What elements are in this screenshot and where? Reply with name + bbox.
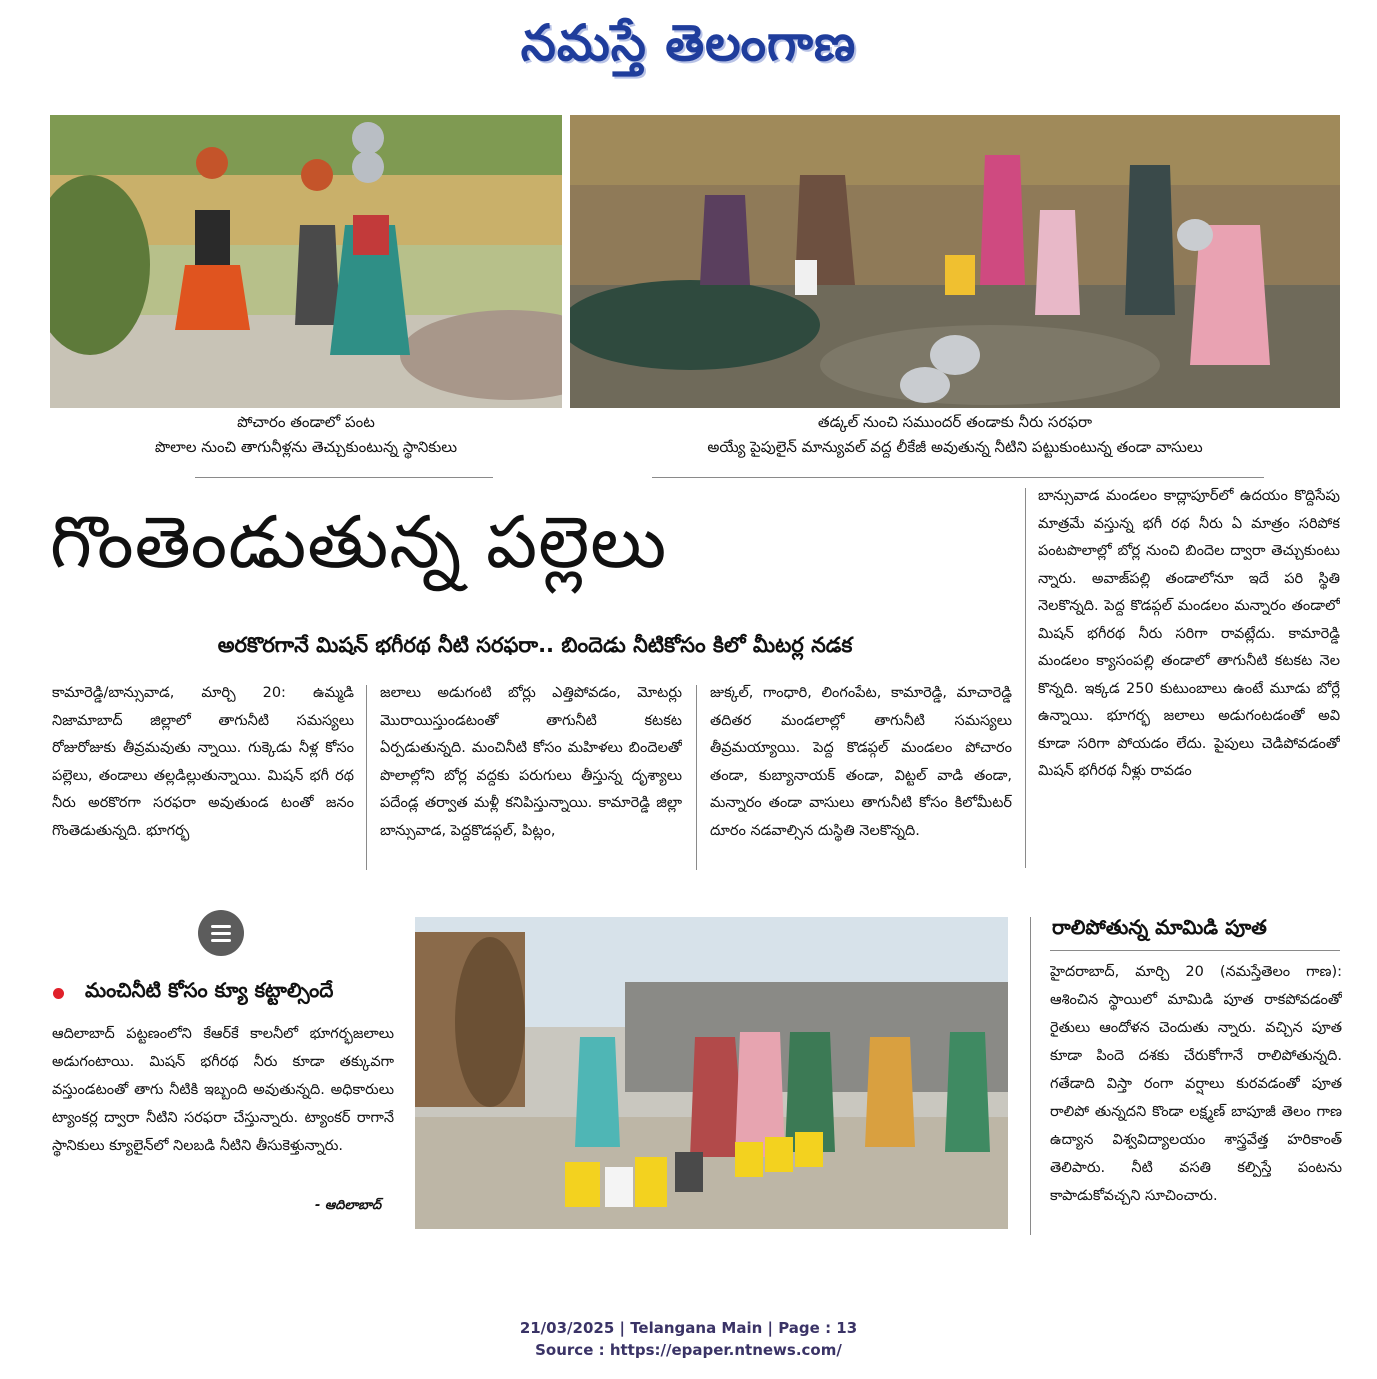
photo-water-tanker-queue — [415, 917, 1008, 1229]
mango-story-body: హైదరాబాద్, మార్చి 20 (నమస్తేతెలం గాణ): ఆశించిన స్థాయిలో మామిడి పూత రాకపోవడంతో రైతులు ఆందోళన చెందుతు న్నారు. వచ్చిన పూత కూడా పిందె దశకు చేరుకోగానే రాలిపోతున్నది. గతేడాది విస్తా రంగా వర్షాలు కురవడంతో పూత రాలిపో తున్నదని కొండా లక్ష్మణ్ బాపూజీ తెలం గాణ ఉద్యాన విశ్వవిద్యాలయం శాస్త్రవేత్త హరికాంత్ తెలిపారు. నీటి వసతి కల్పిస్తే పంటను కాపాడుకోవచ్చని సూచించారు. — [1050, 964, 1342, 1204]
footer-date-line: 21/03/2025 | Telangana Main | Page : 13 — [519, 1319, 858, 1337]
top-right-caption — [570, 410, 1340, 460]
menu-icon[interactable] — [198, 910, 244, 956]
main-headline: గొంతెండుతున్న పల్లెలు — [50, 500, 668, 584]
footer-source-link[interactable]: Source : https://epaper.ntnews.com/ — [535, 1341, 842, 1359]
caption-line: పోచారం తండాలో పంట — [237, 413, 375, 431]
caption-divider — [652, 477, 1264, 478]
caption-line: తడ్కల్ నుంచి సముందర్ తండాకు నీరు సరఫరా — [817, 413, 1093, 431]
main-subhead: అరకొరగానే మిషన్ భగీరథ నీటి సరఫరా.. బిందెడు నీటికోసం కిలో మీటర్ల నడక — [217, 633, 853, 657]
caption-line: పొలాల నుంచి తాగునీళ్లను తెచ్చుకుంటున్న స్థానికులు — [154, 438, 458, 456]
title-underline — [1050, 950, 1340, 951]
side-story-title: మంచినీటి కోసం క్యూ కట్టాల్సిందే — [85, 978, 334, 1002]
masthead: నమస్తే తెలంగాణ — [520, 14, 857, 72]
story-column-2: జలాలు అడుగంటి బోర్లు ఎత్తిపోవడం, మోటర్లు మొరాయిస్తుండటంతో తాగునీటి కటకట ఏర్పడుతున్నది. మంచినీటి కోసం మహిళలు బిందెలతో పొలాల్లోని బోర్ల వద్దకు పరుగులు తీస్తున్న దృశ్యాలు పదేండ్ల తర్వాత మళ్లీ కనిపిస్తున్నాయి. కామారెడ్డి జిల్లా బాన్సువాడ, పెద్దకొడప్గల్, పిట్లం, — [380, 685, 682, 839]
caption-line: అయ్యే పైపులైన్ మాన్యువల్ వద్ద లీకేజీ అవుతున్న నీటిని పట్టుకుంటున్న తండా వాసులు — [707, 438, 1203, 456]
caption-divider — [195, 477, 493, 478]
bullet-dot — [53, 988, 64, 999]
column-separator — [696, 685, 697, 870]
column-separator — [1030, 917, 1031, 1235]
photo-women-carrying-pots — [50, 115, 562, 408]
column-separator — [366, 685, 367, 870]
top-left-caption — [50, 410, 562, 460]
story-column-3: జుక్కల్, గాంధారి, లింగంపేట, కామారెడ్డి, మాచారెడ్డి తదితర మండలాల్లో తాగునీటి సమస్యలు తీవ్రమయ్యాయి. పెద్ద కొడప్గల్ మండలం పోచారం తండా, కుబ్యానాయక్ తండా, విట్టల్ వాడి తండా, మన్నారం తండా వాసులు తాగునీటి కోసం కిలోమీటర్ దూరం నడవాల్సిన దుస్థితి నెలకొన్నది. — [710, 685, 1012, 839]
photo-pipeline-leak-collection — [570, 115, 1340, 408]
story-column-1: కామారెడ్డి/బాన్సువాడ, మార్చి 20: ఉమ్మడి నిజామాబాద్ జిల్లాలో తాగునీటి సమస్యలు రోజురోజుకు తీవ్రమవుతు న్నాయి. గుక్కెడు నీళ్ల కోసం పల్లెలు, తండాలు తల్లడిల్లుతున్నాయి. మిషన్ భగీ రథ నీరు అరకొరగా సరఫరా అవుతుండ టంతో జనం గొంతెడుతున్నది. భూగర్భ — [52, 685, 354, 839]
side-story-credit: - ఆదిలాబాద్ — [315, 1198, 382, 1213]
story-column-4: బాన్సువాడ మండలం కాద్లాపూర్‌లో ఉదయం కొద్దిసేపు మాత్రమే వస్తున్న భగీ రథ నీరు ఏ మాత్రం సరిపోక పంటపొలాల్లో బోర్ల నుంచి బిందెల ద్వారా తెచ్చుకుంటు న్నారు. అవాజ్‌పల్లి తండాలోనూ ఇదే పరి స్థితి నెలకొన్నది. పెద్ద కొడప్గల్ మండలం మన్నారం తండాలో మిషన్ భగీరథ నీరు సరిగా రావట్లేదు. కామారెడ్డి మండలం క్యాసంపల్లి తండాలో తాగునీటి కటకట నెల కొన్నది. ఇక్కడ 250 కుటుంబాలు ఉంటే మూడు బోర్లే ఉన్నాయి. భూగర్భ జలాలు అడుగంటడంతో అవి కూడా సరిగా పోయడం లేదు. పైపులు చెడిపోవడంతో మిషన్ భగీరథ నీళ్లు రావడం — [1038, 488, 1340, 779]
footer — [0, 1317, 1377, 1361]
column-separator — [1025, 488, 1026, 868]
side-story-body: ఆదిలాబాద్ పట్టణంలోని కేఆర్‌కే కాలనీలో భూగర్భజలాలు అడుగంటాయి. మిషన్ భగీరథ నీరు కూడా తక్కువగా వస్తుండటంతో తాగు నీటికి ఇబ్బంది అవుతున్నది. అధికారులు ట్యాంకర్ల ద్వారా నీటిని సరఫరా చేస్తున్నారు. ట్యాంకర్ రాగానే స్థానికులు క్యూలైన్‌లో నిలబడి నీటిని తీసుకెళ్తున్నారు. — [52, 1026, 394, 1154]
mango-story-title: రాలిపోతున్న మామిడి పూత — [1052, 915, 1267, 939]
